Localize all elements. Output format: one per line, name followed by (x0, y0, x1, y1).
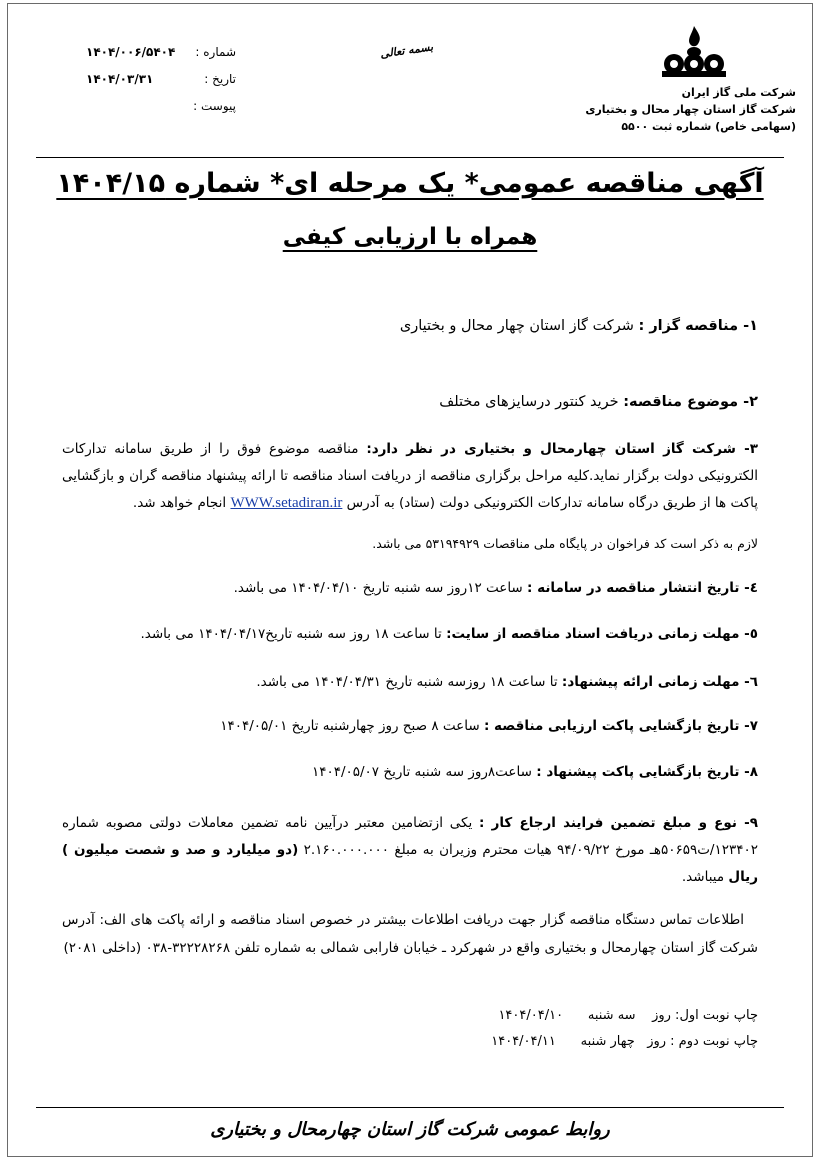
item-5-label: ٥- مهلت زمانی دریافت اسناد مناقصه از سایت: (446, 626, 758, 642)
item-2-text: خرید کنتور درسایزهای مختلف (439, 394, 619, 410)
meta-number-row (86, 38, 236, 65)
print-second (491, 1034, 758, 1049)
footer-divider (36, 1107, 784, 1108)
item-8 (312, 764, 758, 780)
print-first-date: ۱۴۰۴/۰۴/۱۰ (498, 1008, 564, 1023)
number-value: ۱۴۰۴/۰۰۶/۵۴۰۴ (86, 44, 176, 59)
company-sub: شرکت گاز استان چهار محال و بختیاری (585, 103, 796, 116)
item-9 (62, 810, 758, 891)
item-6-text: تا ساعت ۱۸ روزسه شنبه تاریخ ۱۴۰۴/۰۴/۳۱ می باشد. (256, 674, 558, 690)
company-lines (536, 84, 796, 135)
attachment-label: پیوست : (193, 98, 236, 113)
item-5-text: تا ساعت ۱۸ روز سه شنبه تاریخ۱۴۰۴/۰۴/۱۷ می باشد. (140, 626, 442, 642)
item-7-label: ۷- تاریخ بازگشایی پاکت ارزیابی مناقصه : (483, 718, 758, 734)
item-2 (439, 394, 758, 410)
print-first-label: چاپ نوبت اول: روز (652, 1008, 758, 1023)
header-divider (36, 157, 784, 158)
basmala: بسمه تعالی (379, 40, 434, 61)
item-6-label: ٦- مهلت زمانی ارائه پیشنهاد: (561, 674, 758, 690)
page-subtitle: همراه با ارزیابی کیفی (282, 224, 538, 250)
item-8-label: ۸- تاریخ بازگشایی پاکت پیشنهاد : (536, 764, 758, 780)
company-name: شرکت ملی گاز ایران (681, 86, 796, 99)
item-7 (220, 718, 758, 734)
item-5 (140, 626, 758, 642)
page-title: آگهی مناقصه عمومی* یک مرحله ای* شماره ۱۴۰۴/۱۵ (56, 168, 764, 199)
item-3-label: ۳- شرکت گاز استان چهارمحال و بختیاری در نظر دارد: (366, 441, 759, 457)
meta-attachment-row (86, 92, 236, 119)
meta-date-row (86, 65, 236, 92)
date-label: تاریخ : (204, 71, 236, 86)
item-9-text-a: یکی ازتضامین معتبر درآیین نامه تضمین معاملات دولتی مصوبه شماره ۱۲۳۴۰۲/ت۵۰۶۵۹هـ مورخ ۹۴/۰۹/۲۲ هیات محترم وزیران به مبلغ ۲.۱۶۰.۰۰۰.۰۰۰ (62, 815, 758, 858)
number-label: شماره : (195, 44, 236, 59)
item-1-label: ۱- مناقصه گزار : (638, 318, 758, 334)
footer-signature: روابط عمومی شرکت گاز استان چهارمحال و بختیاری (210, 1119, 610, 1140)
print-first-day: سه شنبه (587, 1008, 636, 1023)
logo-block (584, 24, 804, 82)
contact-info: اطلاعات تماس دستگاه مناقصه گزار جهت دریافت اطلاعات بیشتر در خصوص اسناد مناقصه و ارائه پاکت های الف: آدرس شرکت گاز استان چهارمحال و بختیاری واقع در شهرکرد ـ خیابان فارابی شمالی به شماره تلفن ۳۲۲۲۸۲۶۸-۰۳۸ (داخلی ۲۰۸۱) (62, 912, 758, 956)
company-reg: (سهامی خاص) شماره ثبت ۵۵۰۰ (621, 120, 796, 133)
setadiran-link[interactable]: WWW.setadiran.ir (230, 495, 343, 511)
nigc-flame-logo-icon (652, 24, 736, 82)
tender-code-note: لازم به ذکر است کد فراخوان در پایگاه ملی مناقصات ۵۳۱۹۴۹۲۹ می باشد. (372, 536, 758, 551)
item-8-text: ساعت۸روز سه شنبه تاریخ ۱۴۰۴/۰۵/۰۷ (311, 764, 532, 780)
item-4-text: ساعت ۱۲روز سه شنبه تاریخ ۱۴۰۴/۰۴/۱۰ می باشد. (233, 580, 523, 596)
item-7-text: ساعت ۸ صبح روز چهارشنبه تاریخ ۱۴۰۴/۰۵/۰۱ (220, 718, 480, 734)
date-value: ۱۴۰۴/۰۳/۳۱ (86, 71, 154, 86)
print-second-label: چاپ نوبت دوم : روز (647, 1034, 758, 1049)
item-9-text-b: میباشد. (681, 869, 725, 885)
item-4-label: ٤- تاریخ انتشار مناقصه در سامانه : (527, 580, 758, 596)
item-3-text-a: مناقصه موضوع فوق را از طریق سامانه تدارکات الکترونیکی دولت برگزار نماید.کلیه مراحل برگزاری مناقصه از دریافت اسناد مناقصه تا ارائه پیشنهاد مناقصه گران و بازگشایی پاکت ها از طریق درگاه سامانه تدارکات الکترونیکی دولت (ستاد) به آدرس (62, 441, 758, 511)
item-6 (256, 674, 758, 690)
item-9-label: ۹- نوع و مبلغ تضمین فرایند ارجاع کار : (479, 815, 758, 831)
print-second-day: چهار شنبه (580, 1034, 635, 1049)
item-4 (234, 580, 758, 596)
item-1-text: شرکت گاز استان چهار محال و بختیاری (399, 318, 634, 334)
item-3 (62, 436, 758, 517)
item-1 (400, 318, 758, 334)
item-3-text-b: انجام خواهد شد. (132, 495, 227, 511)
letter-meta (86, 38, 236, 119)
print-second-date: ۱۴۰۴/۰۴/۱۱ (491, 1034, 556, 1049)
item-9-amount-words: (دو میلیارد و صد و شصت میلیون ) ریال (62, 842, 758, 885)
print-first (498, 1008, 758, 1023)
item-2-label: ۲- موضوع مناقصه: (623, 394, 758, 410)
